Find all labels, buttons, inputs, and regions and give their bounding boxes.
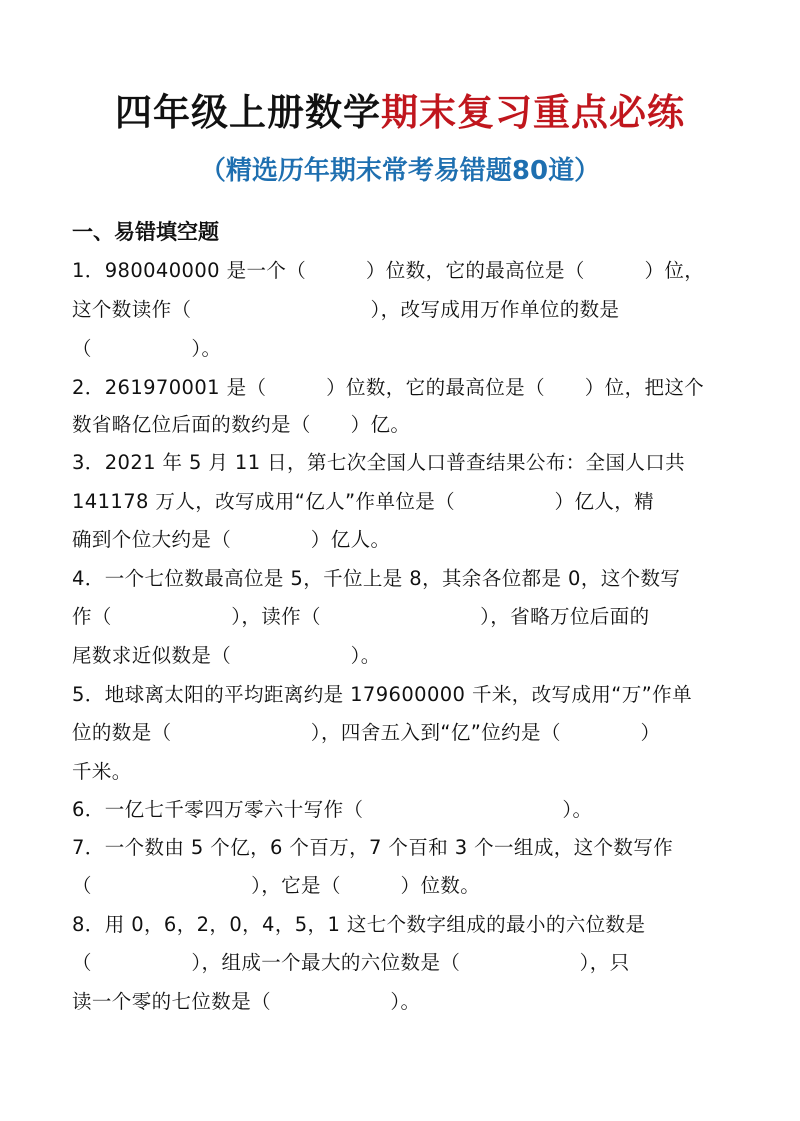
question-4-line-3: 尾数求近似数是（ ）。 [72,644,381,667]
title-part-grade: 四年级上册数学 [115,91,381,134]
page-subtitle: （精选历年期末常考易错题80道） [199,156,601,186]
question-1-line-1: 1．980040000 是一个（ ）位数，它的最高位是（ ）位， [72,259,705,282]
section-heading: 一、易错填空题 [72,220,219,244]
question-7-line-1: 7．一个数由 5 个亿，6 个百万，7 个百和 3 个一组成，这个数写作 [72,836,674,859]
question-7-line-2: （ ），它是（ ）位数。 [72,874,481,897]
question-5-line-3: 千米。 [72,760,132,783]
page-title [0,82,800,136]
question-5-line-2: 位的数是（ ），四舍五入到“亿”位约是（ ） [72,721,661,744]
question-4-line-1: 4．一个七位数最高位是 5，千位上是 8，其余各位都是 0，这个数写 [72,567,681,590]
question-3-line-3: 确到个位大约是（ ）亿人。 [72,528,391,551]
question-1-line-3: （ ）。 [72,337,222,360]
question-6-line-1: 6．一亿七千零四万零六十写作（ ）。 [72,798,593,821]
question-8-line-1: 8．用 0，6，2，0，4，5，1 这七个数字组成的最小的六位数是 [72,913,646,936]
question-3-line-2: 141178 万人，改写成用“亿人”作单位是（ ）亿人，精 [72,490,655,513]
question-5-line-1: 5．地球离太阳的平均距离约是 179600000 千米，改写成用“万”作单 [72,683,692,706]
question-1-line-2: 这个数读作（ ），改写成用万作单位的数是 [72,298,620,321]
question-2-line-2: 数省略亿位后面的数约是（ ）亿。 [72,413,411,436]
question-2-line-1: 2．261970001 是（ ）位数，它的最高位是（ ）位，把这个 [72,376,705,399]
title-part-review: 期末复习重点必练 [381,91,685,134]
question-8-line-2: （ ），组成一个最大的六位数是（ ），只 [72,951,630,974]
question-4-line-2: 作（ ），读作（ ），省略万位后面的 [72,605,650,628]
question-3-line-1: 3．2021 年 5 月 11 日，第七次全国人口普查结果公布：全国人口共 [72,451,686,474]
question-8-line-3: 读一个零的七位数是（ ）。 [72,990,421,1013]
